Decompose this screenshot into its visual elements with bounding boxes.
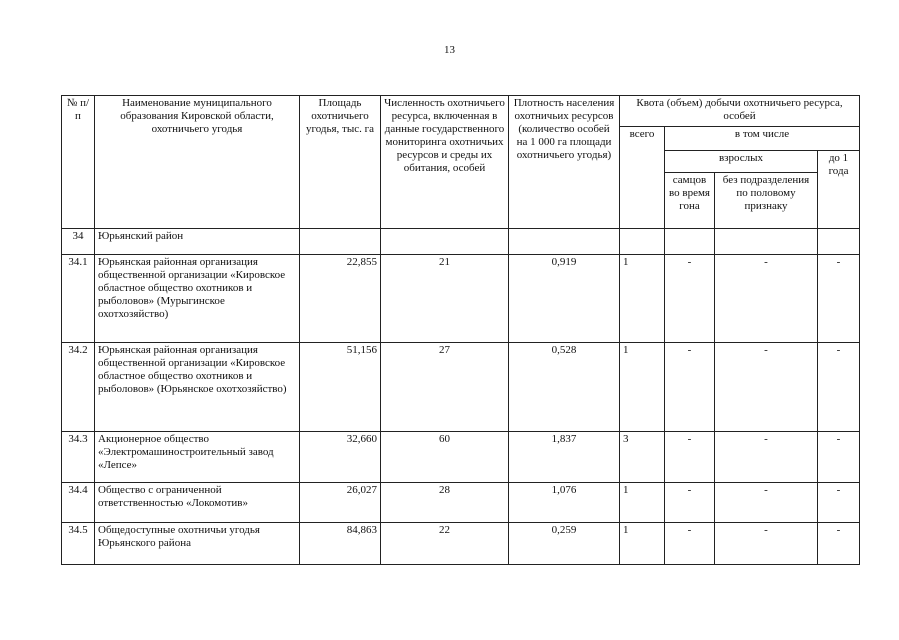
row-males: - [665, 255, 715, 343]
district-row [62, 229, 860, 255]
header-total: всего [620, 127, 665, 229]
hunting-quota-table [61, 95, 860, 565]
row-total: 3 [620, 432, 665, 483]
row-area: 32,660 [300, 432, 381, 483]
row-name: Юрьянская районная организация общественной организации «Кировское областное общество охотников и рыболовов» (Мурыгинское охотхозяйство) [95, 255, 300, 343]
row-nosex: - [715, 432, 818, 483]
row-males: - [665, 343, 715, 432]
row-area: 51,156 [300, 343, 381, 432]
row-nosex: - [715, 523, 818, 565]
row-density: 0,919 [509, 255, 620, 343]
row-nosex: - [715, 255, 818, 343]
row-name: Юрьянская районная организация общественной организации «Кировское областное общество охотников и рыболовов» (Юрьянское охотхозяйство) [95, 343, 300, 432]
row-total: 1 [620, 483, 665, 523]
header-under1: до 1 года [818, 151, 860, 229]
row-area: 26,027 [300, 483, 381, 523]
row-num: 34.3 [62, 432, 95, 483]
row-under1: - [818, 343, 860, 432]
row-total: 1 [620, 343, 665, 432]
header-adults: взрослых [665, 151, 818, 173]
page-number: 13 [444, 44, 455, 56]
header-including: в том числе [665, 127, 860, 151]
header-quota: Квота (объем) добычи охотничьего ресурса, особей [620, 96, 860, 127]
row-under1: - [818, 255, 860, 343]
row-area: 22,855 [300, 255, 381, 343]
header-males-rut: самцов во время гона [665, 173, 715, 229]
district-num: 34 [62, 229, 95, 255]
table-row [62, 255, 860, 343]
row-total: 1 [620, 255, 665, 343]
table-row [62, 523, 860, 565]
row-males: - [665, 523, 715, 565]
header-name: Наименование муниципального образования Кировской области, охотничьего угодья [95, 96, 300, 229]
row-count: 21 [381, 255, 509, 343]
row-nosex: - [715, 483, 818, 523]
row-males: - [665, 432, 715, 483]
row-area: 84,863 [300, 523, 381, 565]
row-count: 27 [381, 343, 509, 432]
row-density: 1,837 [509, 432, 620, 483]
row-density: 1,076 [509, 483, 620, 523]
row-density: 0,259 [509, 523, 620, 565]
table-row [62, 483, 860, 523]
row-num: 34.5 [62, 523, 95, 565]
row-count: 22 [381, 523, 509, 565]
row-num: 34.4 [62, 483, 95, 523]
row-name: Общедоступные охотничьи угодья Юрьянского района [95, 523, 300, 565]
row-count: 28 [381, 483, 509, 523]
row-total: 1 [620, 523, 665, 565]
row-num: 34.1 [62, 255, 95, 343]
table-row [62, 343, 860, 432]
header-num: № п/п [62, 96, 95, 229]
table-row [62, 432, 860, 483]
row-count: 60 [381, 432, 509, 483]
row-name: Акционерное общество «Электромашиностроительный завод «Лепсе» [95, 432, 300, 483]
row-name: Общество с ограниченной ответственностью «Локомотив» [95, 483, 300, 523]
row-males: - [665, 483, 715, 523]
header-count: Численность охотничьего ресурса, включенная в данные государственного мониторинга охотничьих ресурсов и среды их обитания, особей [381, 96, 509, 229]
header-no-sex: без подразделения по половому признаку [715, 173, 818, 229]
header-area: Площадь охотничьего угодья, тыс. га [300, 96, 381, 229]
header-density: Плотность населения охотничьих ресурсов (количество особей на 1 000 га площади охотничьего угодья) [509, 96, 620, 229]
header-row-1 [62, 96, 860, 127]
row-under1: - [818, 523, 860, 565]
row-nosex: - [715, 343, 818, 432]
row-num: 34.2 [62, 343, 95, 432]
district-name: Юрьянский район [95, 229, 300, 255]
row-under1: - [818, 483, 860, 523]
row-density: 0,528 [509, 343, 620, 432]
row-under1: - [818, 432, 860, 483]
